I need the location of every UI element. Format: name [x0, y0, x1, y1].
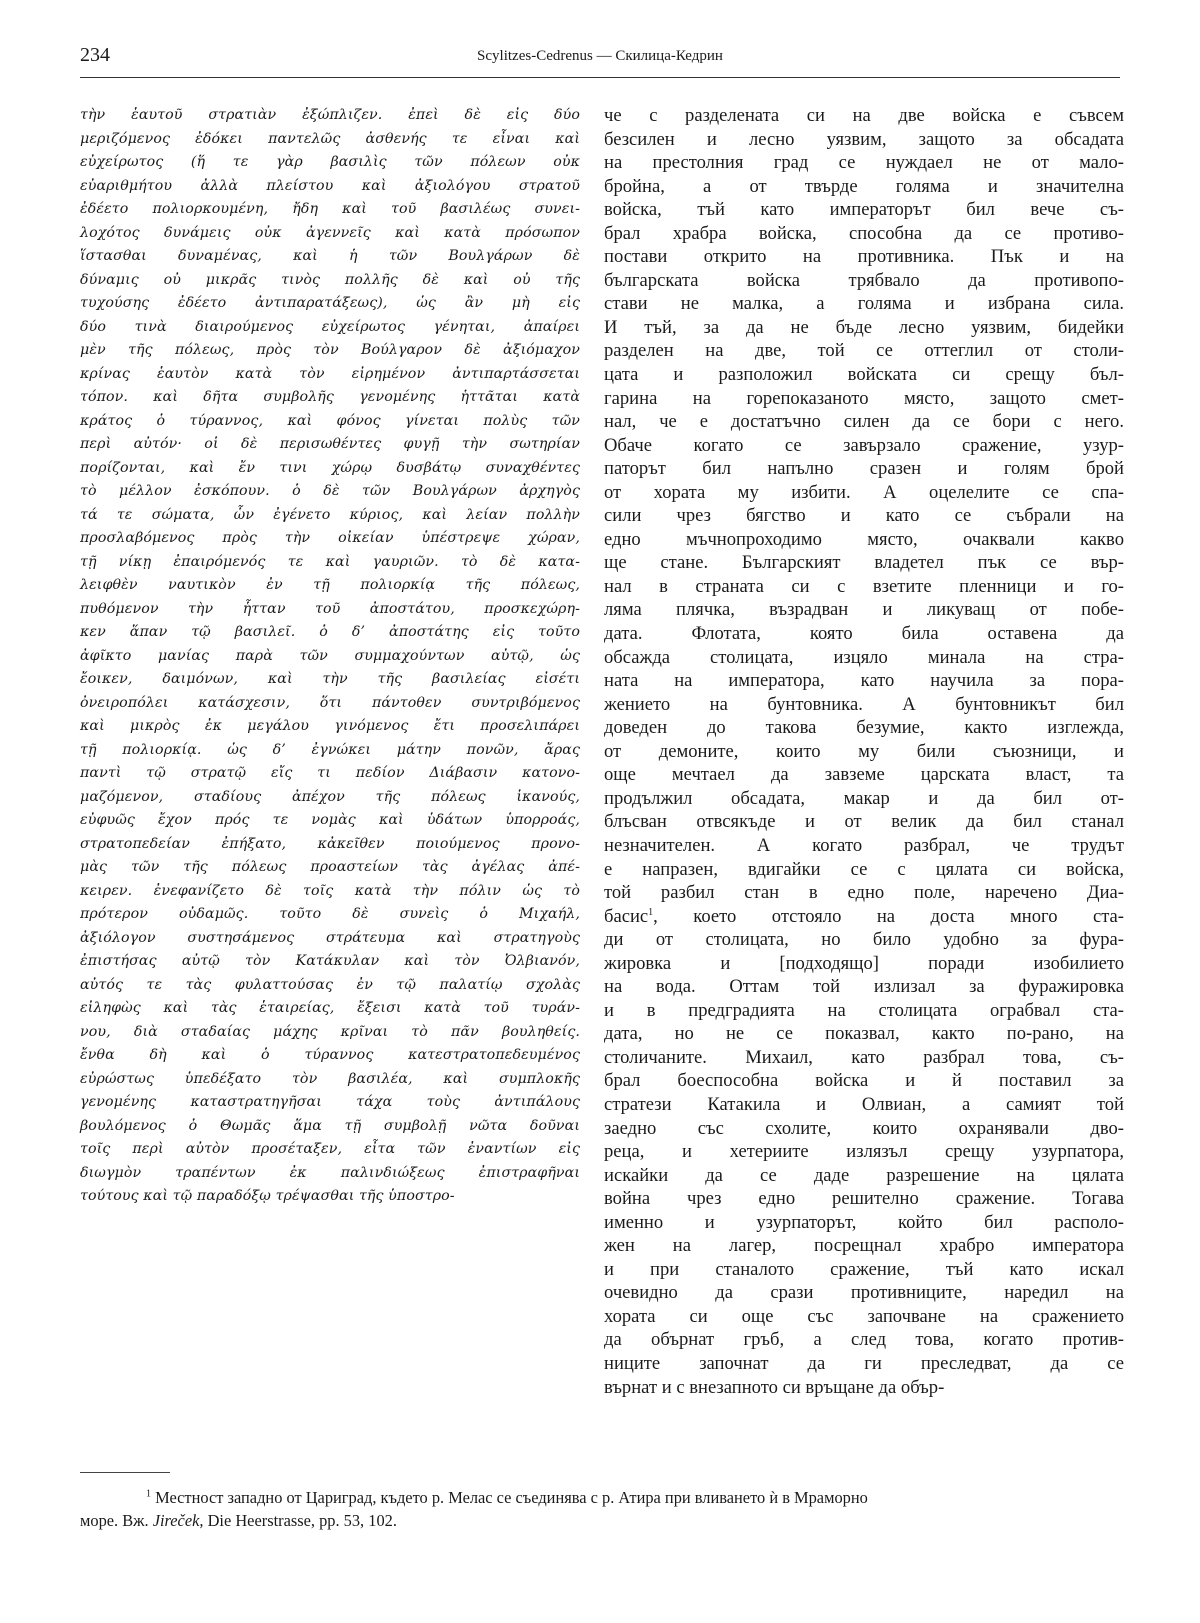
greek-text-line: εὐχείρωτος (ἥ τε γὰρ βασιλὶς τῶν πόλεων οὐκ: [80, 154, 580, 170]
footnote-reference: 1: [648, 906, 654, 918]
greek-text-line: τούτους καὶ τῷ παραδόξῳ τρέψασθαι τῆς ὑποστρο-: [80, 1188, 455, 1204]
greek-text-line: τὴν ἑαυτοῦ στρατιὰν ἐξώπλιζεν. ἐπεὶ δὲ εἰς δύο: [80, 107, 580, 123]
bulgarian-text-line: и в предградията на столицата ограбвал ста-: [604, 999, 1124, 1021]
bulgarian-translation-column: [604, 104, 1124, 1399]
greek-text-line: πρότερον οὐδαμῶς. τοῦτο δὲ συνεὶς ὁ Μιχαήλ,: [80, 906, 580, 922]
page-header: [80, 44, 1120, 74]
greek-text-line: ἔνθα δὴ καὶ ὁ τύραννος κατεστρατοπεδευμένος: [80, 1047, 580, 1063]
bulgarian-text-line: на вода. Оттам той излизал за фуражировка: [604, 976, 1124, 998]
bulgarian-text-line: че с разделената си на две войска е съвсем: [604, 105, 1124, 126]
bulgarian-text-line: обсажда столицата, изцяло минала на стра-: [604, 646, 1124, 668]
footnote-author: Jireček,: [152, 1511, 204, 1530]
bulgarian-text-line: хората си още със започване на сражението: [604, 1305, 1124, 1327]
bulgarian-text-line-text: , което отстояло на доста много ста-: [653, 905, 1124, 927]
footnote-text-1: Местност западно от Цариград, където р. Мелас се съединява с р. Атира при вливането ѝ в Мраморно: [155, 1488, 868, 1507]
greek-text-line: ἐπιστήσας αὐτῷ τὸν Κατάκυλαν καὶ τὸν Ὀλβιανόν,: [80, 953, 580, 969]
bulgarian-text-line: българската войска трябвало да противопо-: [604, 269, 1124, 291]
bulgarian-text-line: сили чрез бягство и като се събрали на: [604, 505, 1124, 527]
bulgarian-text-line: ляма плячка, възрадван и ликуващ от побе-: [604, 599, 1124, 621]
bulgarian-text-line: е напразен, вдигайки се с цялата си войска,: [604, 858, 1124, 880]
greek-text-line: μεριζόμενος ἐδόκει παντελῶς ἀσθενής τε εἶναι καὶ: [80, 130, 580, 147]
greek-text-line: τά τε σώματα, ὧν ἐγένετο κύριος, καὶ λείαν πολλὴν: [80, 506, 580, 523]
footnote-text-2b: Die Heerstrasse, pp. 53, 102.: [203, 1511, 397, 1530]
bulgarian-text-line: нал в страната си с взетите пленници и го-: [604, 575, 1124, 597]
bulgarian-text-line: стави не малка, а голяма и избрана сила.: [604, 293, 1124, 315]
page-number: 234: [80, 44, 110, 66]
bulgarian-text-line: жението на бунтовника. А бунтовникът бил: [604, 693, 1124, 715]
greek-text-line: διωγμὸν τραπέντων ἐκ παλινδιώξεως ἐπιστραφῆναι: [80, 1164, 580, 1181]
bulgarian-text-line: едно мъчнопроходимо място, очаквали какво: [604, 528, 1124, 550]
bulgarian-text-line: заедно със схолите, които охранявали дво-: [604, 1117, 1124, 1139]
greek-text-line: κρίνας ἑαυτὸν κατὰ τὸν εἰρημένον ἀντιπαρτάσσεται: [80, 365, 580, 382]
greek-text-line: περὶ αὐτόν· οἱ δὲ περισωθέντες φυγῇ τὴν σωτηρίαν: [80, 436, 580, 452]
greek-text-line: δύναμις οὐ μικρᾶς τινὸς πολλῆς δὲ καὶ οὐ τῆς: [80, 271, 580, 288]
bulgarian-text-line: върнат и с внезапното си връщане да обър-: [604, 1376, 945, 1398]
bulgarian-text-line: брал храбра войска, способна да се противо-: [604, 222, 1124, 244]
bulgarian-text-line: гарина на горепоказаното място, защото смет-: [604, 387, 1124, 409]
greek-text-line: λειφθὲν ναυτικὸν ἐν τῇ πολιορκίᾳ τῆς πόλεως,: [80, 577, 580, 593]
greek-text-line: βουλόμενος ὁ Θωμᾶς ἅμα τῇ συμβολῇ νῶτα δοῦναι: [80, 1117, 580, 1134]
greek-text-line: εὐφυῶς ἔχον πρός τε νομὰς καὶ ὑδάτων ὑπορροάς,: [80, 812, 580, 828]
greek-text-line: ἔοικεν, δαιμόνων, καὶ τὴν τῆς βασιλείας εἰσέτι: [80, 671, 580, 687]
bulgarian-text-line: брал боеспособна войска и й поставил за: [604, 1070, 1124, 1092]
greek-text-line: κράτος ὁ τύραννος, καὶ φόνος γίνεται πολὺς τῶν: [80, 412, 580, 429]
bulgarian-text-line: нал, че е достатъчно силен да се бори с него.: [604, 411, 1124, 433]
bulgarian-text-line: от демоните, които му били съюзници, и: [604, 740, 1124, 762]
bulgarian-text-line: именно и узурпаторът, който бил располо-: [604, 1211, 1124, 1233]
running-head: Scylitzes-Cedrenus — Скилица-Кедрин: [477, 48, 723, 64]
footnote-rule: [80, 1472, 170, 1473]
greek-text-line: ἐδέετο πολιορκουμένη, ἤδη καὶ τοῦ βασιλέως συνει-: [80, 201, 580, 217]
greek-text-column: [80, 104, 580, 1209]
bulgarian-text-line: разделен на две, той се оттеглил от столи-: [604, 340, 1124, 362]
greek-text-line: ἀφῖκτο μανίας παρὰ τῶν συμμαχούντων αὐτῷ, ὡς: [80, 647, 580, 664]
footnote-line-1: [80, 1486, 1120, 1509]
bulgarian-text-line: очевидно да срази противниците, наредил на: [604, 1282, 1124, 1304]
greek-text-line: κειρεν. ἐνεφανίζετο δὲ τοῖς κατὰ τὴν πόλιν ὡς τὸ: [80, 882, 580, 899]
bulgarian-text-line: на престолния град се нуждаел не от мало-: [604, 152, 1124, 174]
bulgarian-text-line: бройна, а от твърде голяма и значителна: [604, 175, 1124, 197]
bulgarian-text-line: Обаче когато се завързало сражение, узур-: [604, 434, 1124, 456]
bulgarian-text-line: искайки да се даде разрешение на цялата: [604, 1164, 1124, 1186]
bulgarian-text-line: да обърнат гръб, а след това, когато против-: [604, 1329, 1124, 1351]
greek-text-line: τὸ μέλλον ἐσκόπουν. ὁ δὲ τῶν Βουλγάρων ἀρχηγὸς: [80, 483, 580, 499]
greek-text-line: ἀξιόλογον συστησάμενος στράτευμα καὶ στρατηγοὺς: [80, 929, 580, 946]
footnote-marker: 1: [146, 1488, 151, 1500]
bulgarian-text-line: И тъй, за да не бъде лесно уязвим, бидейки: [604, 316, 1124, 338]
footnote: [80, 1486, 1120, 1532]
bulgarian-text-line: стратези Катакила и Олвиан, а самият той: [604, 1093, 1124, 1115]
bulgarian-text-line: паторът бил напълно сразен и голям брой: [604, 458, 1124, 480]
bulgarian-text-line: и при станалото сражение, тъй като искал: [604, 1258, 1124, 1280]
bulgarian-text-line: реца, и хетериите излязъл срещу узурпатора,: [604, 1141, 1124, 1163]
greek-text-line: εὐρώστως ὑπεδέξατο τὸν βασιλέα, καὶ συμπλοκῆς: [80, 1070, 580, 1087]
greek-text-line: καὶ μικρὸς ἐκ μεγάλου γινόμενος ἔτι προσελιπάρει: [80, 718, 580, 734]
bulgarian-text-line: жировка и [подходящо] поради изобилието: [604, 952, 1124, 974]
footnote-line-2: [80, 1509, 1120, 1532]
bulgarian-text-line-text: басис: [604, 905, 649, 927]
greek-text-line: εἰληφὼς καὶ τὰς ἑταιρείας, ἔξεισι κατὰ τοῦ τυράν-: [80, 1000, 580, 1016]
greek-text-line: στρατοπεδείαν ἐπήξατο, κἀκεῖθεν ποιούμενος προνο-: [80, 835, 580, 852]
greek-text-line: γενομένης καταστρατηγῆσαι τάχα τοὺς ἀντιπάλους: [80, 1094, 580, 1110]
bulgarian-text-line: ди от столицата, но било удобно за фура-: [604, 929, 1124, 951]
bulgarian-text-line: ще стане. Българският владетел пък се вър-: [604, 552, 1124, 574]
bulgarian-text-line: столичаните. Михаил, като разбрал това, съ-: [604, 1046, 1124, 1068]
greek-text-line: τῇ πολιορκίᾳ. ὡς δ’ ἐγνώκει μάτην πονῶν, ἄρας: [80, 741, 580, 758]
bulgarian-text-line: от хората му избити. А оцелелите се спа-: [604, 481, 1124, 503]
bulgarian-text-line: ната на императора, като научила за пора-: [604, 670, 1124, 692]
greek-text-line: τῇ νίκῃ ἐπαιρόμενός τε καὶ γαυριῶν. τὸ δὲ κατα-: [80, 553, 580, 570]
bulgarian-text-line: той разбил стан в едно поле, наречено Диа-: [604, 882, 1124, 904]
bulgarian-text-line: незначителен. А когато разбрал, че трудът: [604, 834, 1124, 856]
greek-text-line: τυχούσης ἐδέετο ἀντιπαρατάξεως), ὡς ἂν μὴ εἰς: [80, 295, 580, 311]
greek-text-line: κεν ἅπαν τῷ βασιλεῖ. ὁ δ’ ἀποστάτης εἰς τοῦτο: [80, 624, 580, 640]
greek-text-line: πορίζονται, καὶ ἔν τινι χώρῳ δυσβάτῳ συναχθέντες: [80, 459, 580, 476]
greek-text-line: αὐτός τε τὰς φυλαττούσας ἐν τῷ παλατίῳ σχολὰς: [80, 976, 580, 993]
greek-text-line: παντὶ τῷ στρατῷ εἴς τι πεδίον Διάβασιν κατονο-: [80, 765, 580, 781]
greek-text-line: ἵστασθαι δυναμένας, καὶ ἡ τῶν Βουλγάρων δὲ: [80, 248, 580, 264]
bulgarian-text-line: цата и разположил войската си срещу бъл-: [604, 364, 1124, 386]
greek-text-line: τοῖς περὶ αὐτὸν προσέταξεν, εἶτα τῶν ἐναντίων εἰς: [80, 1141, 580, 1157]
greek-text-line: εὐαριθμήτου ἀλλὰ πλείστου καὶ ἀξιολόγου στρατοῦ: [80, 177, 580, 194]
greek-text-line: πυθόμενον τὴν ἧτταν τοῦ ἀποστάτου, προσκεχώρη-: [80, 600, 580, 617]
bulgarian-text-line: войска, тъй като императорът бил вече съ-: [604, 199, 1124, 221]
greek-text-line: μαζόμενον, σταδίους ἀπέχον τῆς πόλεως ἱκανούς,: [80, 788, 580, 805]
bulgarian-text-line: ниците започнат да ги преследват, да се: [604, 1352, 1124, 1374]
greek-text-line: δύο τινὰ διαιρούμενος εὐχείρωτος γένηται, ἀπαίρει: [80, 318, 580, 335]
bulgarian-text-line: блъсван отвсякъде и от велик да бил станал: [604, 811, 1124, 833]
greek-text-line: νου, διὰ σταδαίας μάχης κρῖναι τὸ πᾶν βουληθείς.: [80, 1023, 580, 1040]
greek-text-line: προσλαβόμενος πρὸς τὴν οἰκείαν ὑπέστρεψε χώραν,: [80, 530, 580, 546]
bulgarian-text-line: още мечтаел да завземе царската власт, та: [604, 764, 1124, 786]
header-rule: [80, 77, 1120, 78]
bulgarian-text-line: дата, но не се показвал, както по-рано, на: [604, 1023, 1124, 1045]
greek-text-line: μὰς τῶν τῆς πόλεως προαστείων τὰς ἀγέλας ἀπέ-: [80, 859, 580, 875]
greek-text-line: μὲν τῆς πόλεως, πρὸς τὸν Βούλγαρον δὲ ἀξιόμαχον: [80, 342, 580, 358]
bulgarian-text-line: постави открито на противника. Пък и на: [604, 246, 1124, 268]
bulgarian-text-line: продължил обсадата, макар и да бил от-: [604, 787, 1124, 809]
footnote-text-2a: море. Вж.: [80, 1511, 153, 1530]
greek-text-line: τόπον. καὶ δῆτα συμβολῆς γενομένης ἡττᾶται κατὰ: [80, 389, 580, 405]
bulgarian-text-line: безсилен и лесно уязвим, защото за обсадата: [604, 128, 1124, 150]
bulgarian-text-line: жен на лагер, посрещнал храбро императора: [604, 1235, 1124, 1257]
bulgarian-text-line: дата. Флотата, която била оставена да: [604, 623, 1124, 645]
bulgarian-text-line: [604, 905, 1124, 929]
bulgarian-text-line: доведен до такова безумие, както изглежда,: [604, 717, 1124, 739]
greek-text-line: ὀνειροπόλει κατάσχεσιν, ὅτι πάντοθεν συντριβόμενος: [80, 694, 580, 711]
greek-text-line: λοχότος δυνάμεις οὐκ ἀγεννεῖς καὶ κατὰ πρόσωπον: [80, 224, 580, 241]
bulgarian-text-line: война чрез едно решително сражение. Тогава: [604, 1188, 1124, 1210]
